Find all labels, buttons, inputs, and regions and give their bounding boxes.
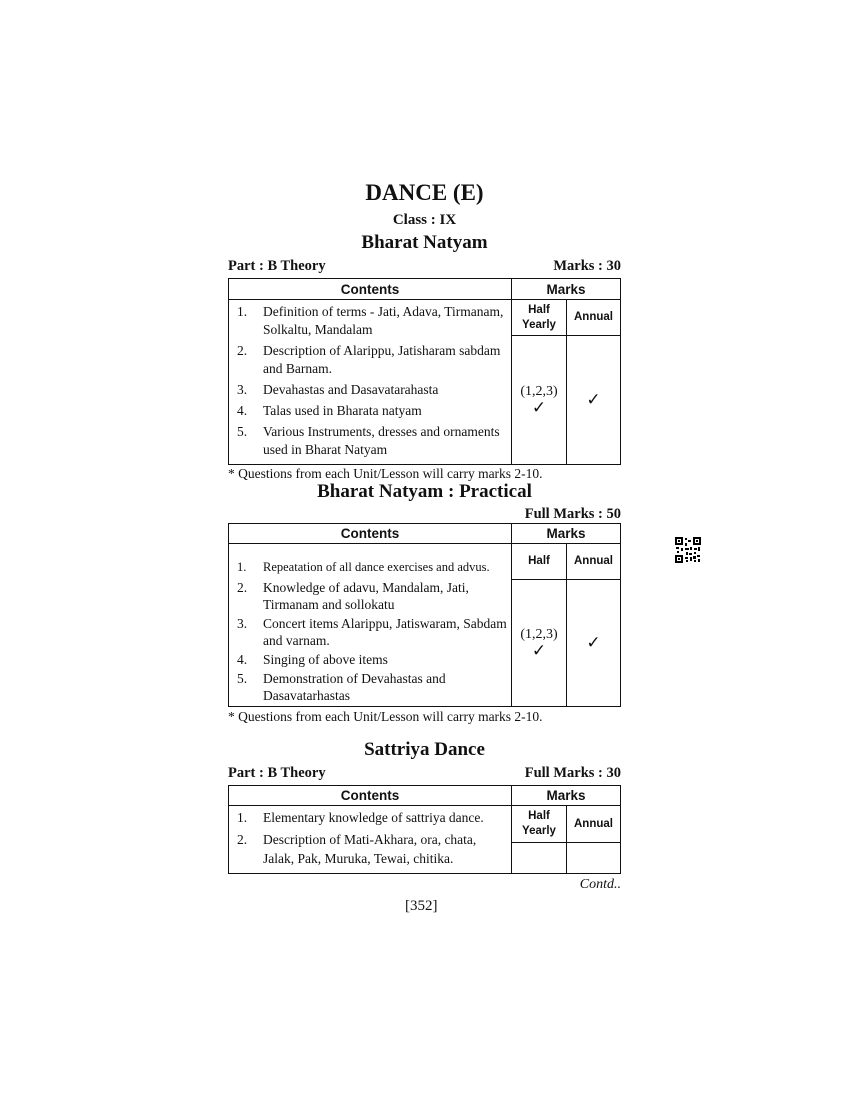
list-item: 2. Knowledge of adavu, Mandalam, Jati, Tirmanam and sollokatu [237, 580, 469, 612]
list-item: 3. Devahastas and Dasavatarahasta [237, 382, 439, 397]
list-item: 2. Description of Alarippu, Jatisharam sabdam and Barnam. [237, 343, 501, 376]
list-item: 4. Talas used in Bharata natyam [237, 403, 422, 418]
contents-cell [229, 544, 512, 707]
list-item: 5. Various Instruments, dresses and ornaments used in Bharat Natyam [237, 424, 500, 457]
qr-code-icon [675, 537, 701, 563]
contents-header: Contents [229, 279, 512, 300]
list-item: 2. Description of Mati-Akhara, ora, chata, Jalak, Pak, Muruka, Tewai, chitika. [237, 832, 477, 866]
contents-list [229, 544, 511, 706]
check-icon: ✓ [586, 633, 601, 652]
continued-label: Contd.. [579, 877, 621, 892]
list-item: 3. Concert items Alarippu, Jatiswaram, Sabdam and varnam. [237, 616, 507, 648]
page-number: [352] [405, 898, 438, 914]
page-title: DANCE (E) [365, 180, 484, 205]
section-meta-theory [228, 258, 621, 275]
syllabus-table-theory [228, 278, 621, 465]
list-item: 1. Definition of terms - Jati, Adava, Tirmanam, Solkaltu, Mandalam [237, 304, 504, 337]
marks-label: Full Marks : 30 [524, 765, 621, 781]
syllabus-table-practical [228, 523, 621, 707]
section-heading-theory: Bharat Natyam [361, 232, 488, 253]
section-heading-sattriya: Sattriya Dance [364, 739, 485, 760]
unit-numbers: (1,2,3) [520, 627, 558, 642]
contents-list [229, 300, 511, 464]
annual-header: Annual [567, 544, 621, 580]
annual-header: Annual [567, 806, 621, 843]
class-label: Class : IX [392, 212, 457, 228]
unit-numbers: (1,2,3) [520, 384, 558, 399]
section-heading-practical: Bharat Natyam : Practical [317, 481, 532, 502]
list-item: 1. Repeatation of all dance exercises and advus. [237, 560, 490, 574]
half-yearly-cell [512, 336, 567, 465]
list-item: 5. Demonstration of Devahastas and Dasavatarhastas [237, 671, 446, 703]
contents-header: Contents [229, 786, 512, 806]
marks-header: Marks [512, 279, 621, 300]
contents-cell [229, 300, 512, 465]
check-icon: ✓ [531, 398, 547, 417]
half-yearly-header: Half Yearly [512, 300, 567, 336]
list-item: 1. Elementary knowledge of sattriya dance. [237, 810, 484, 825]
marks-header: Marks [512, 524, 621, 544]
part-label: Part : B Theory [228, 258, 326, 274]
annual-cell [567, 336, 621, 465]
syllabus-table-sattriya [228, 785, 621, 874]
annual-header: Annual [567, 300, 621, 336]
list-item: 4. Singing of above items [237, 652, 388, 667]
half-yearly-cell [512, 843, 567, 874]
contents-cell [229, 806, 512, 874]
check-icon: ✓ [531, 641, 547, 660]
section-meta-sattriya [228, 765, 621, 782]
check-icon: ✓ [586, 390, 601, 409]
marks-note: * Questions from each Unit/Lesson will carry marks 2-10. [228, 466, 543, 481]
half-yearly-header: Half [512, 544, 567, 580]
contents-header: Contents [229, 524, 512, 544]
marks-label: Full Marks : 50 [524, 506, 621, 522]
annual-cell [567, 843, 621, 874]
contents-list [229, 806, 511, 873]
annual-cell [567, 580, 621, 707]
section-meta-practical [228, 506, 621, 523]
marks-header: Marks [512, 786, 621, 806]
marks-note: * Questions from each Unit/Lesson will carry marks 2-10. [228, 709, 543, 724]
half-yearly-cell [512, 580, 567, 707]
marks-label: Marks : 30 [553, 258, 621, 274]
half-yearly-header: Half Yearly [512, 806, 567, 843]
part-label: Part : B Theory [228, 765, 326, 781]
